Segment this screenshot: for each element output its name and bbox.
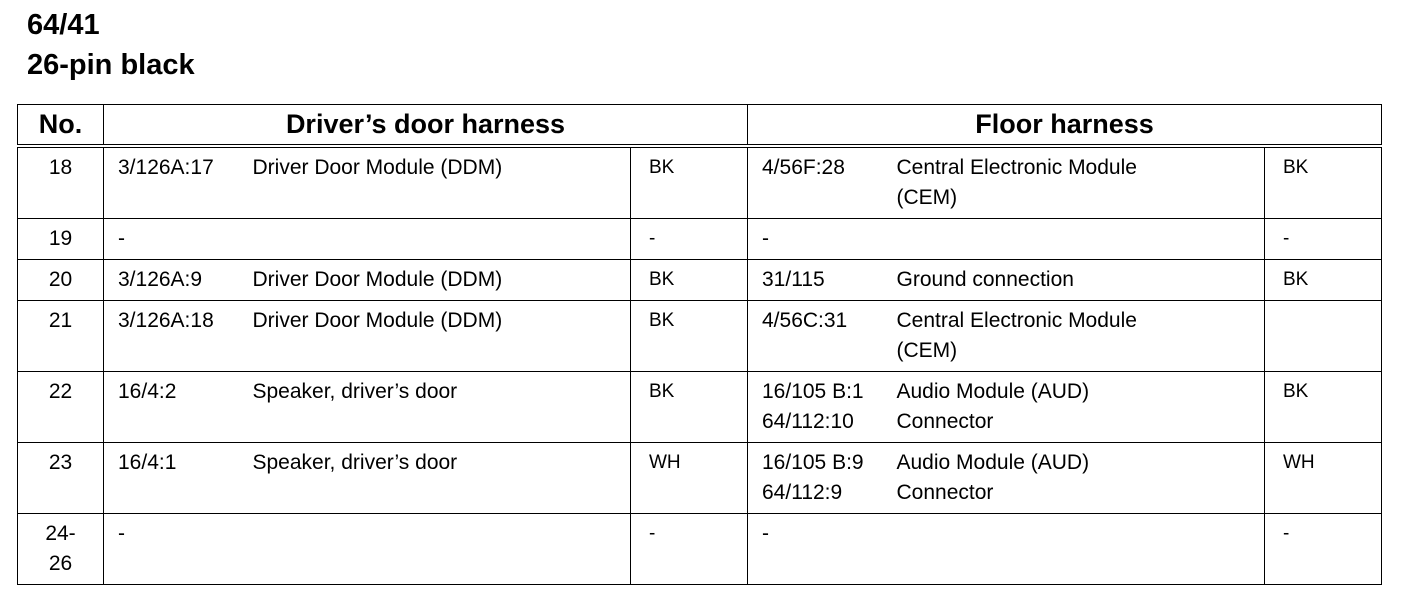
pin-number	[18, 372, 104, 443]
driver-connector-ref-text: 3/126A:17	[118, 156, 214, 179]
table-row	[18, 301, 1382, 372]
table-header-row	[18, 105, 1382, 147]
driver-connector-ref-text: -	[118, 227, 125, 250]
floor-connector-ref-text: -	[762, 227, 769, 250]
floor-description-text: Audio Module (AUD)	[896, 380, 1090, 403]
floor-connector-ref	[748, 301, 893, 372]
pin-number-text: 26	[48, 552, 73, 575]
driver-wire-color-text: -	[649, 523, 656, 544]
floor-wire-color	[1265, 372, 1382, 443]
driver-wire-color-text: BK	[649, 269, 675, 290]
floor-wire-color	[1265, 443, 1382, 514]
floor-description-text: Ground connection	[896, 268, 1074, 291]
table-row	[18, 219, 1382, 260]
floor-connector-ref-text: 64/112:9	[762, 481, 843, 504]
pin-number-text: 23	[48, 451, 73, 474]
pin-number-text: 20	[48, 268, 73, 291]
floor-wire-color	[1265, 260, 1382, 301]
pin-number-text: 19	[48, 227, 73, 250]
driver-wire-color	[631, 301, 748, 372]
driver-wire-color-text: -	[649, 228, 656, 249]
driver-connector-ref-text: 3/126A:9	[118, 268, 203, 291]
floor-wire-color-text: BK	[1283, 381, 1309, 402]
pin-number-text: 21	[48, 309, 73, 332]
driver-connector-ref	[104, 146, 249, 219]
table-row	[18, 372, 1382, 443]
driver-wire-color	[631, 260, 748, 301]
driver-wire-color-text: BK	[649, 310, 675, 331]
driver-wire-color-text: BK	[649, 381, 675, 402]
floor-description	[893, 514, 1265, 585]
floor-wire-color	[1265, 219, 1382, 260]
floor-description	[893, 443, 1265, 514]
pin-number	[18, 514, 104, 585]
driver-description-text: Driver Door Module (DDM)	[252, 309, 503, 332]
floor-connector-ref-text: 16/105 B:9	[762, 451, 864, 474]
floor-wire-color	[1265, 301, 1382, 372]
driver-description	[249, 372, 631, 443]
connector-id: 64/41	[27, 9, 100, 41]
pin-number	[18, 146, 104, 219]
floor-connector-ref-text: 31/115	[762, 268, 825, 291]
driver-description-text: Speaker, driver’s door	[252, 451, 458, 474]
floor-description-text: Central Electronic Module	[896, 156, 1137, 179]
floor-description	[893, 219, 1265, 260]
floor-connector-ref-text: 64/112:10	[762, 410, 854, 433]
driver-description	[249, 514, 631, 585]
pin-number-text: 22	[48, 380, 73, 403]
driver-connector-ref	[104, 260, 249, 301]
floor-connector-ref	[748, 443, 893, 514]
floor-description	[893, 260, 1265, 301]
driver-connector-ref-text: 3/126A:18	[118, 309, 214, 332]
driver-connector-ref	[104, 372, 249, 443]
pin-table	[17, 104, 1382, 585]
connector-description: 26-pin black	[27, 49, 195, 81]
floor-wire-color	[1265, 514, 1382, 585]
floor-connector-ref-text: -	[762, 522, 769, 545]
floor-description-text: Audio Module (AUD)	[896, 451, 1090, 474]
floor-wire-color	[1265, 146, 1382, 219]
floor-description	[893, 301, 1265, 372]
driver-description-text: Speaker, driver’s door	[252, 380, 458, 403]
driver-wire-color	[631, 219, 748, 260]
floor-wire-color-text: -	[1283, 228, 1290, 249]
floor-wire-color-text: BK	[1283, 269, 1309, 290]
floor-connector-ref	[748, 260, 893, 301]
driver-wire-color	[631, 372, 748, 443]
driver-description-text: Driver Door Module (DDM)	[252, 268, 503, 291]
floor-connector-ref-text: 16/105 B:1	[762, 380, 864, 403]
driver-description	[249, 443, 631, 514]
floor-wire-color-text: BK	[1283, 157, 1309, 178]
pin-number	[18, 301, 104, 372]
floor-connector-ref-text: 4/56C:31	[762, 309, 848, 332]
floor-connector-ref	[748, 514, 893, 585]
floor-description-text: (CEM)	[896, 186, 958, 209]
table-row	[18, 146, 1382, 219]
driver-description	[249, 146, 631, 219]
floor-wire-color-text: -	[1283, 523, 1290, 544]
driver-description-text: Driver Door Module (DDM)	[252, 156, 503, 179]
pin-number	[18, 219, 104, 260]
table-body	[18, 146, 1382, 585]
driver-description	[249, 301, 631, 372]
floor-description	[893, 372, 1265, 443]
driver-description	[249, 219, 631, 260]
pin-number	[18, 260, 104, 301]
pin-number	[18, 443, 104, 514]
table-row	[18, 260, 1382, 301]
floor-description-text: Connector	[896, 481, 994, 504]
driver-wire-color	[631, 514, 748, 585]
driver-connector-ref-text: 16/4:2	[118, 380, 177, 403]
driver-connector-ref	[104, 443, 249, 514]
floor-connector-ref	[748, 372, 893, 443]
pin-number-text: 24-	[45, 522, 76, 545]
driver-connector-ref	[104, 514, 249, 585]
driver-connector-ref	[104, 301, 249, 372]
floor-connector-ref-text: 4/56F:28	[762, 156, 845, 179]
floor-connector-ref	[748, 146, 893, 219]
driver-connector-ref-text: 16/4:1	[118, 451, 177, 474]
header-no: No.	[18, 105, 104, 147]
floor-description	[893, 146, 1265, 219]
floor-description-text: (CEM)	[896, 339, 958, 362]
driver-wire-color	[631, 146, 748, 219]
floor-connector-ref	[748, 219, 893, 260]
driver-description	[249, 260, 631, 301]
floor-description-text: Connector	[896, 410, 994, 433]
driver-wire-color-text: BK	[649, 157, 675, 178]
floor-description-text: Central Electronic Module	[896, 309, 1137, 332]
driver-wire-color-text: WH	[649, 452, 681, 473]
header-floor-harness: Floor harness	[748, 105, 1382, 147]
pin-number-text: 18	[48, 156, 73, 179]
driver-connector-ref-text: -	[118, 522, 125, 545]
table-row	[18, 443, 1382, 514]
table-row	[18, 514, 1382, 585]
driver-connector-ref	[104, 219, 249, 260]
floor-wire-color-text: WH	[1283, 452, 1315, 473]
driver-wire-color	[631, 443, 748, 514]
header-driver-door-harness: Driver’s door harness	[104, 105, 748, 147]
